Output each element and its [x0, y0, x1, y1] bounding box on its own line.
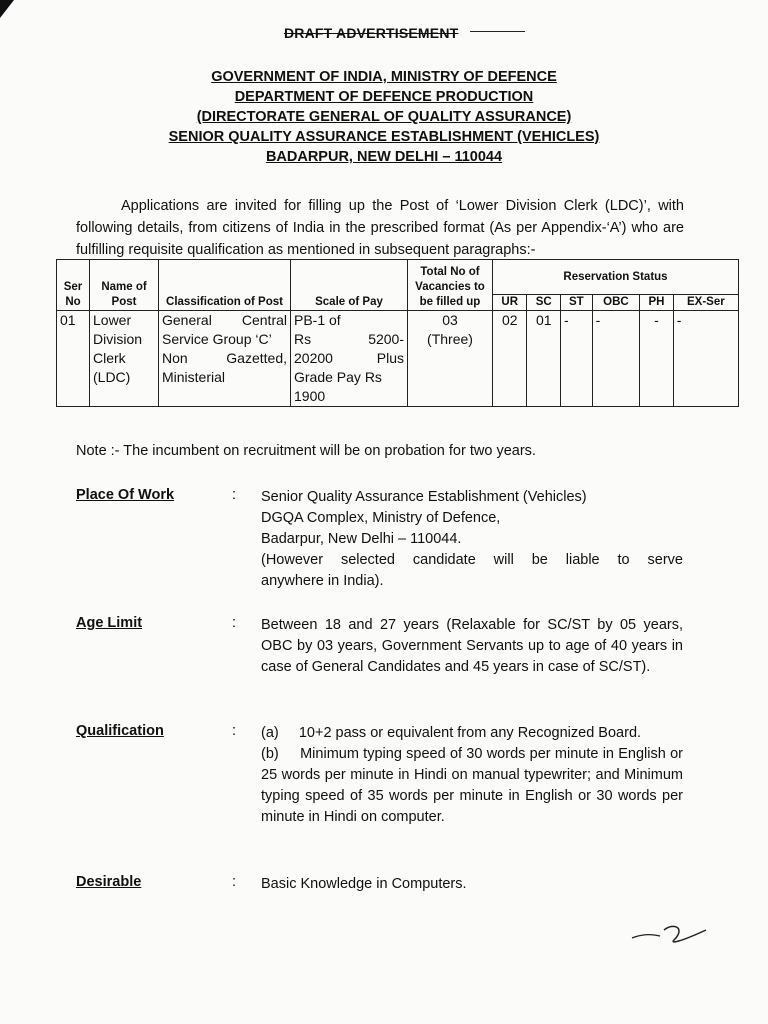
cell-line: General Central — [162, 312, 287, 328]
probation-note: Note :- The incumbent on recruitment will be on probation for two years. — [76, 443, 536, 459]
qualification-section — [76, 723, 686, 853]
cell-ser-no: 01 — [57, 311, 90, 407]
desirable-label: Desirable — [76, 874, 142, 890]
desirable-section — [76, 874, 686, 898]
cell-line: 03 — [442, 312, 458, 328]
cell-obc: - — [592, 311, 640, 407]
colon: : — [232, 874, 237, 890]
cell-line: Division — [93, 331, 143, 347]
cell-line: 1900 — [294, 388, 326, 404]
cell-line: (LDC) — [93, 369, 131, 385]
cell-name-of-post — [90, 311, 159, 407]
place-of-work-body — [261, 487, 683, 592]
th-vacancies: Total No of Vacancies to be filled up — [408, 260, 493, 311]
age-limit-section — [76, 615, 686, 705]
vacancy-table — [56, 259, 739, 407]
cell-line: Service Group ‘C’ — [162, 331, 272, 347]
colon: : — [232, 615, 237, 631]
th-sc: SC — [527, 295, 561, 311]
cell-line: 20200 Plus — [294, 350, 404, 366]
cell-ph: - — [640, 311, 674, 407]
qualification-body — [261, 723, 688, 828]
place-of-work-section — [76, 487, 686, 597]
qualification-label: Qualification — [76, 723, 164, 739]
th-st: ST — [561, 295, 593, 311]
cell-line: Ministerial — [162, 369, 226, 385]
th-scale-of-pay: Scale of Pay — [291, 260, 408, 311]
heading-line: DEPARTMENT OF DEFENCE PRODUCTION — [234, 89, 534, 105]
table-row — [57, 311, 739, 407]
th-reservation: Reservation Status — [493, 260, 739, 295]
heading-block — [0, 67, 768, 167]
address-line: DGQA Complex, Ministry of Defence, — [261, 510, 501, 526]
th-ser-no: Ser No — [57, 260, 90, 311]
intro-paragraph: Applications are invited for filling up the Post of ‘Lower Division Clerk (LDC)’, with following details, from citizens of India in the prescribed format (As per Appendix-‘A’) who are fulfilling requisite qualification as mentioned in subsequent paragraphs:- — [76, 198, 684, 258]
page-number-scribble — [630, 920, 710, 950]
th-ph: PH — [640, 295, 674, 311]
desirable-text: Basic Knowledge in Computers. — [261, 876, 467, 892]
cell-ex-ser: - — [673, 311, 738, 407]
cell-ur: 02 — [493, 311, 527, 407]
th-ur: UR — [493, 295, 527, 311]
th-name-of-post: Name of Post — [90, 260, 159, 311]
colon: : — [232, 487, 237, 503]
draft-title: DRAFT ADVERTISEMENT — [284, 25, 459, 41]
th-classification: Classification of Post — [159, 260, 291, 311]
cell-line: Lower — [93, 312, 132, 328]
heading-line: SENIOR QUALITY ASSURANCE ESTABLISHMENT (VEHICLES) — [168, 129, 600, 145]
cell-scale-of-pay — [291, 311, 408, 407]
cell-vacancies — [408, 311, 493, 407]
cell-line: Grade Pay Rs — [294, 369, 382, 385]
th-obc: OBC — [592, 295, 640, 311]
scan-corner-mark — [0, 0, 14, 18]
qualification-a: (a) 10+2 pass or equivalent from any Recognized Board. — [261, 725, 642, 741]
address-line: Senior Quality Assurance Establishment (Vehicles) — [261, 489, 587, 505]
heading-line: GOVERNMENT OF INDIA, MINISTRY OF DEFENCE — [211, 69, 557, 85]
heading-line: BADARPUR, NEW DELHI – 110044 — [265, 149, 503, 165]
cell-line: Rs 5200- — [294, 331, 404, 347]
cell-sc: 01 — [527, 311, 561, 407]
cell-line: Non Gazetted, — [162, 350, 287, 366]
cell-line: PB-1 of — [294, 312, 341, 328]
age-limit-text: Between 18 and 27 years (Relaxable for SC/ST by 05 years, OBC by 03 years, Government Servants up to age of 40 years in case of General Candidates and 45 years in case of SC/ST). — [261, 617, 683, 675]
cell-line: (Three) — [427, 331, 473, 347]
th-ex-ser: EX-Ser — [673, 295, 738, 311]
qualification-b: (b) Minimum typing speed of 30 words per minute in English or 25 words per minute in Hindi on manual typewriter; and Minimum typing speed of 35 words per minute in English or 30 words per minute in Hindi on computer. — [261, 746, 688, 825]
address-line: anywhere in India). — [261, 573, 384, 589]
cell-st: - — [561, 311, 593, 407]
table-header-row — [57, 260, 739, 295]
strike-line — [470, 31, 525, 32]
cell-classification — [159, 311, 291, 407]
age-limit-label: Age Limit — [76, 615, 143, 631]
heading-line: (DIRECTORATE GENERAL OF QUALITY ASSURANCE) — [196, 109, 572, 125]
address-line: Badarpur, New Delhi – 110044. — [261, 531, 462, 547]
address-line: (However selected candidate will be liable to serve — [261, 552, 683, 568]
colon: : — [232, 723, 237, 739]
place-of-work-label: Place Of Work — [76, 487, 175, 503]
cell-line: Clerk — [93, 350, 126, 366]
